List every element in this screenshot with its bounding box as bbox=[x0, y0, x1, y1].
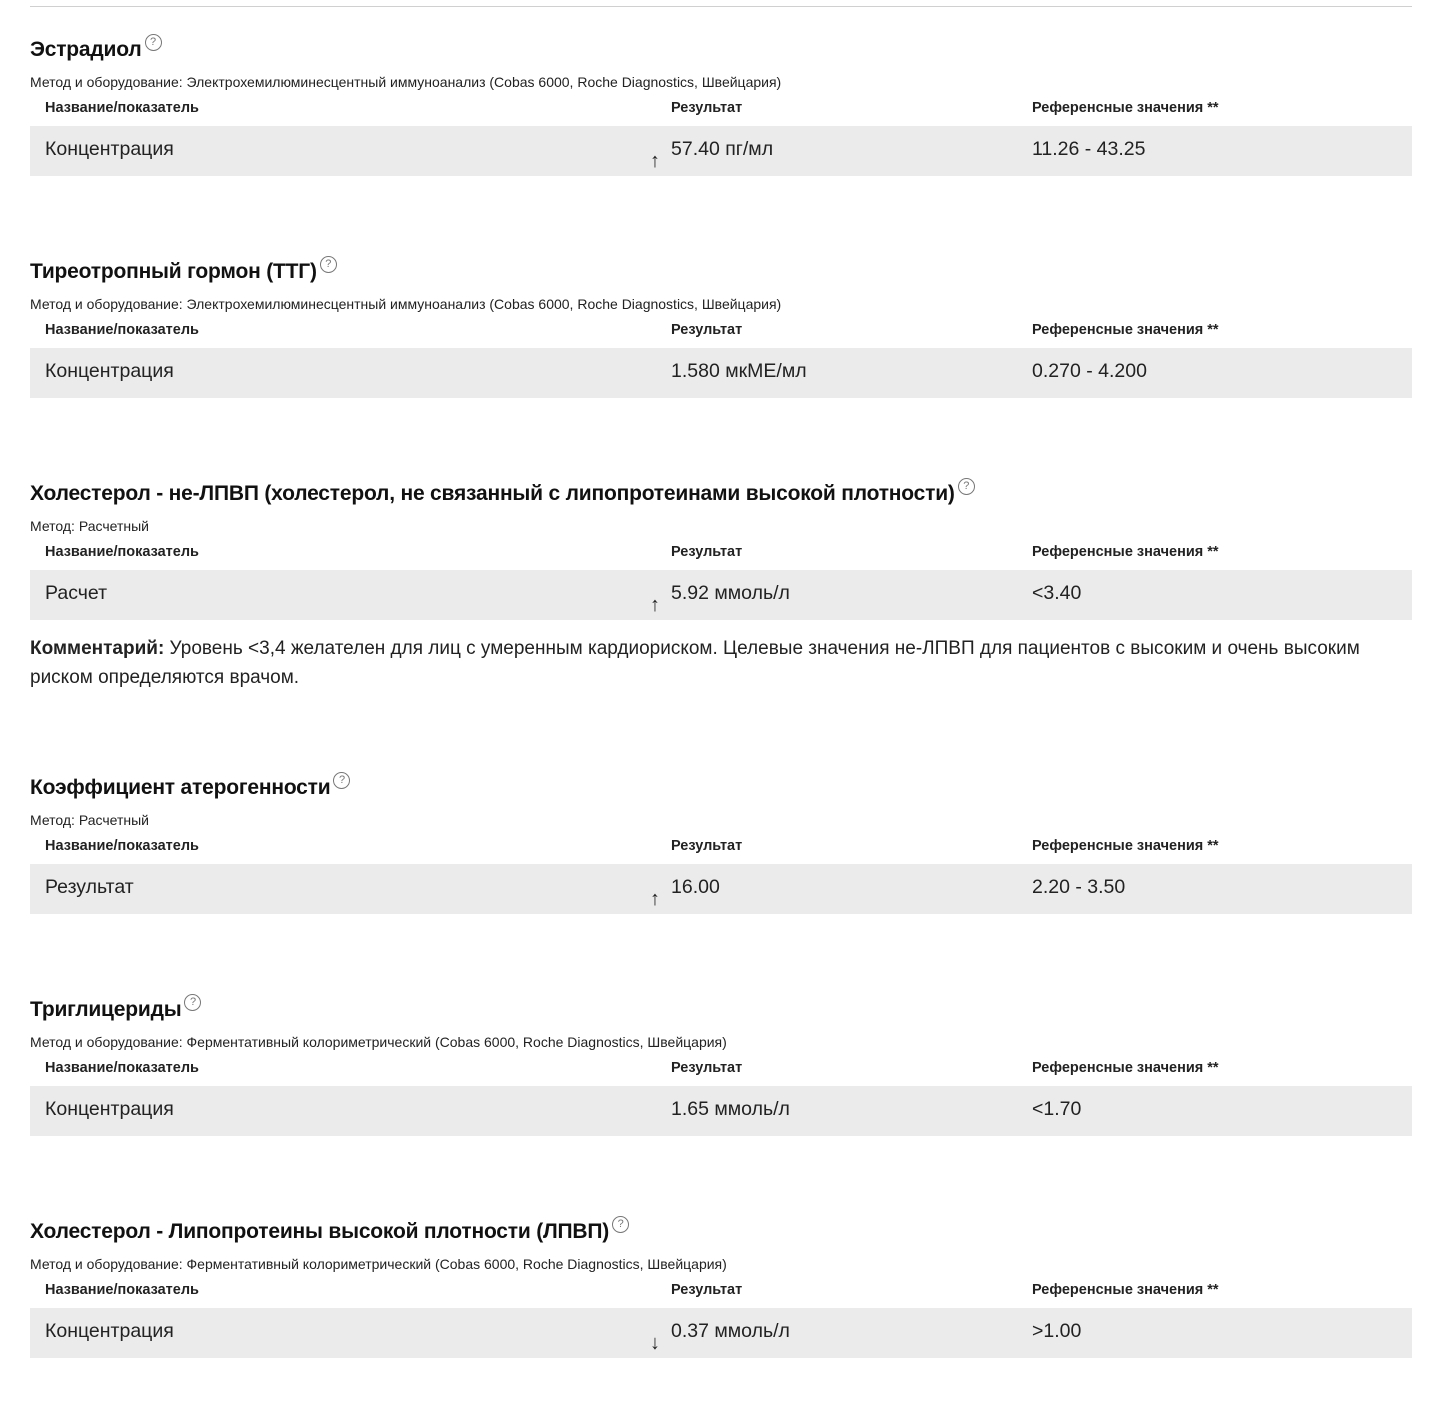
help-icon[interactable]: ? bbox=[184, 994, 201, 1011]
section-title: Холестерол - не-ЛПВП (холестерол, не связанный с липопротеинами высокой плотности) ? bbox=[30, 480, 1412, 508]
section-title: Тиреотропный гормон (ТТГ) ? bbox=[30, 258, 1412, 286]
comment bbox=[30, 634, 1420, 692]
section-title: Триглицериды ? bbox=[30, 996, 1412, 1024]
header-result: Результат bbox=[671, 544, 743, 560]
row-result: ↑ 16.00 bbox=[650, 876, 720, 910]
table-row bbox=[30, 864, 1412, 914]
row-reference: 0.270 - 4.200 bbox=[1032, 360, 1147, 382]
row-result: ↓ 0.37 ммоль/л bbox=[650, 1320, 790, 1354]
table-header bbox=[30, 1274, 1412, 1308]
header-reference: Референсные значения ** bbox=[1032, 322, 1219, 338]
test-section-tsh bbox=[30, 258, 1412, 398]
row-name: Концентрация bbox=[45, 1320, 174, 1342]
row-name: Концентрация bbox=[45, 360, 174, 382]
header-name: Название/показатель bbox=[45, 838, 199, 854]
row-name: Расчет bbox=[45, 582, 108, 604]
help-icon[interactable]: ? bbox=[145, 34, 162, 51]
header-result: Результат bbox=[671, 838, 743, 854]
test-section-non-hdl bbox=[30, 480, 1412, 692]
table-header bbox=[30, 314, 1412, 348]
arrow-down-icon: ↓ bbox=[650, 1332, 660, 1354]
table-row bbox=[30, 1086, 1412, 1136]
row-result: ↑ 5.92 ммоль/л bbox=[650, 582, 790, 616]
header-reference: Референсные значения ** bbox=[1032, 544, 1219, 560]
row-reference: >1.00 bbox=[1032, 1320, 1082, 1342]
row-name: Результат bbox=[45, 876, 134, 898]
header-result: Результат bbox=[671, 100, 743, 116]
test-section-triglycerides bbox=[30, 996, 1412, 1136]
row-reference: <1.70 bbox=[1032, 1098, 1082, 1120]
table-row bbox=[30, 348, 1412, 398]
table-header bbox=[30, 1052, 1412, 1086]
arrow-up-icon: ↑ bbox=[650, 150, 660, 172]
table-header bbox=[30, 536, 1412, 570]
arrow-up-icon: ↑ bbox=[650, 594, 660, 616]
test-section-estradiol bbox=[30, 36, 1412, 176]
row-reference: 2.20 - 3.50 bbox=[1032, 876, 1126, 898]
test-section-hdl bbox=[30, 1218, 1412, 1358]
method-text: Метод и оборудование: Ферментативный колориметрический (Cobas 6000, Roche Diagnostics, Швейцария) bbox=[30, 1034, 727, 1050]
table-header bbox=[30, 92, 1412, 126]
table-row bbox=[30, 126, 1412, 176]
header-name: Название/показатель bbox=[45, 544, 199, 560]
row-name: Концентрация bbox=[45, 138, 174, 160]
header-reference: Референсные значения ** bbox=[1032, 1060, 1219, 1076]
header-reference: Референсные значения ** bbox=[1032, 1282, 1219, 1298]
comment-text: Уровень <3,4 желателен для лиц с умеренным кардиориском. Целевые значения не-ЛПВП для пациентов с высоким и очень высоким риском определяются врачом. bbox=[30, 638, 1360, 688]
table-header bbox=[30, 830, 1412, 864]
row-result: ↑ 57.40 пг/мл bbox=[650, 138, 774, 172]
arrow-up-icon: ↑ bbox=[650, 888, 660, 910]
row-name: Концентрация bbox=[45, 1098, 174, 1120]
method-text: Метод и оборудование: Ферментативный колориметрический (Cobas 6000, Roche Diagnostics, Швейцария) bbox=[30, 1256, 727, 1272]
row-result: 1.580 мкМЕ/мл bbox=[671, 360, 807, 382]
header-result: Результат bbox=[671, 322, 743, 338]
table-row bbox=[30, 1308, 1412, 1358]
header-result: Результат bbox=[671, 1282, 743, 1298]
comment-label: Комментарий: bbox=[30, 638, 165, 659]
header-reference: Референсные значения ** bbox=[1032, 838, 1219, 854]
method-text: Метод и оборудование: Электрохемилюминесцентный иммуноанализ (Cobas 6000, Roche Diagnostics, Швейцария) bbox=[30, 74, 782, 90]
divider bbox=[30, 6, 1412, 7]
header-name: Название/показатель bbox=[45, 100, 199, 116]
method-text: Метод и оборудование: Электрохемилюминесцентный иммуноанализ (Cobas 6000, Roche Diagnostics, Швейцария) bbox=[30, 296, 782, 312]
help-icon[interactable]: ? bbox=[612, 1216, 629, 1233]
header-name: Название/показатель bbox=[45, 322, 199, 338]
method-text: Метод: Расчетный bbox=[30, 812, 149, 828]
row-reference: <3.40 bbox=[1032, 582, 1082, 604]
header-result: Результат bbox=[671, 1060, 743, 1076]
header-reference: Референсные значения ** bbox=[1032, 100, 1219, 116]
help-icon[interactable]: ? bbox=[333, 772, 350, 789]
section-title: Эстрадиол ? bbox=[30, 36, 1412, 64]
row-reference: 11.26 - 43.25 bbox=[1032, 138, 1146, 160]
row-result: 1.65 ммоль/л bbox=[671, 1098, 790, 1120]
test-section-atherogenic bbox=[30, 774, 1412, 914]
section-title: Коэффициент атерогенности ? bbox=[30, 774, 1412, 802]
table-row bbox=[30, 570, 1412, 620]
method-text: Метод: Расчетный bbox=[30, 518, 149, 534]
section-title: Холестерол - Липопротеины высокой плотности (ЛПВП) ? bbox=[30, 1218, 1412, 1246]
help-icon[interactable]: ? bbox=[320, 256, 337, 273]
help-icon[interactable]: ? bbox=[958, 478, 975, 495]
header-name: Название/показатель bbox=[45, 1282, 199, 1298]
header-name: Название/показатель bbox=[45, 1060, 199, 1076]
